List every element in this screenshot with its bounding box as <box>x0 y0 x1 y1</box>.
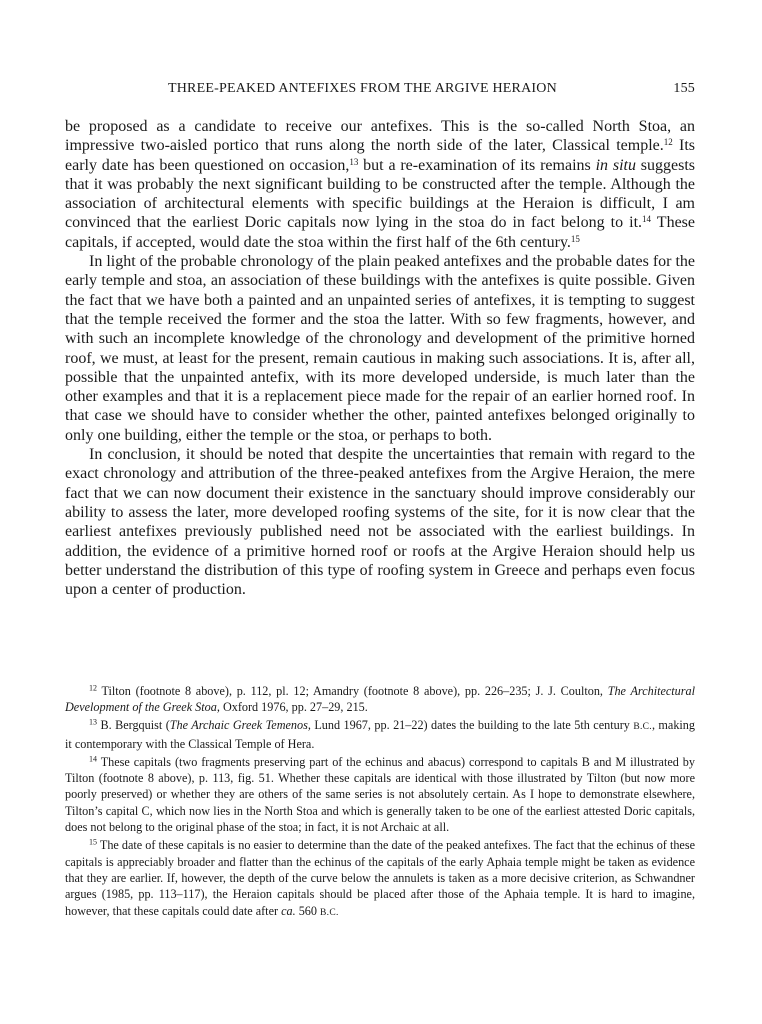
footnote-text: These capitals (two fragments preserving part of the echinus and abacus) correspond to capitals B and M illustrated by Tilton (footnote 8 above), p. 113, fig. 51. Whether these capitals are identical with those illustrated by Tilton (but now more poorly preserved) or whether they are others of the same series is not absolutely certain. As I hope to demonstrate elsewhere, Tilton’s capital C, which now lies in the North Stoa and which is generally taken to be one of the earliest attested Doric capitals, does not belong to the original phase of the stoa; in fact, it is not Archaic at all. <box>65 754 695 835</box>
paragraph-2: In light of the probable chronology of the plain peaked antefixes and the probable dates for the early temple and stoa, an association of these buildings with the antefixes is quite possible. Given the fact that we have both a painted and an unpainted series of antefixes, it is tempting to suggest that the temple received the former and the stoa the latter. With so few fragments, however, and with such an incomplete knowledge of the chronology and development of the primitive horned roof, we must, at least for the present, remain cautious in making such associations. It is, after all, possible that the unpainted antefix, with its more developed underside, is much later than the other examples and that it is a replacement piece made for the repair of an earlier horned roof. In that case we should have to consider whether the other, painted antefixes belonged originally to only one building, either the temple or the stoa, or perhaps to both. <box>65 253 696 444</box>
citation-title: The Architectural Development of the Greek Stoa, <box>65 684 695 715</box>
footnote-text: , making it contemporary with the Classical Temple of Hera. <box>65 718 695 751</box>
citation-title: The Archaic Greek Temenos, <box>169 718 311 733</box>
small-caps-era: B.C. <box>633 722 652 733</box>
small-caps-era: B.C. <box>320 907 339 918</box>
footnote-15 <box>65 837 695 921</box>
text-span: but a re-examination of its remains <box>358 156 596 174</box>
footnote-number: 14 <box>89 754 97 764</box>
footnote-text: Oxford 1976, pp. 27–29, 215. <box>219 700 368 715</box>
footnote-text: Tilton (footnote 8 above), p. 112, pl. 12; Amandry (footnote 8 above), pp. 226–235; J. J. Coulton, <box>97 684 608 698</box>
text-span: Its early date has been questioned on occasion, <box>65 137 696 174</box>
italic-phrase: in situ <box>595 156 636 174</box>
paragraph-1 <box>65 117 695 252</box>
footnote-text: 560 <box>295 903 321 918</box>
footnote-text: B. Bergquist ( <box>97 718 170 733</box>
footnote-ref-12[interactable]: 12 <box>663 137 673 148</box>
text-span: suggests that it was probably the next significant building to be constructed after the temple. Although the association of architectural elements with specific buildings at the Heraion is difficult, I am convinced that the earliest Doric capitals now lying in the stoa do in fact belong to it. <box>65 156 696 232</box>
footnote-ref-15[interactable]: 15 <box>570 233 580 244</box>
footnote-ref-14[interactable]: 14 <box>642 214 652 225</box>
footnote-12 <box>65 683 695 716</box>
text-span: These capitals, if accepted, would date the stoa within the first half of the 6th century. <box>65 214 696 251</box>
footnote-13 <box>65 717 695 752</box>
body-text <box>65 117 695 599</box>
text-span: be proposed as a candidate to receive our antefixes. This is the so-called North Stoa, an impressive two-aisled portico that runs along the north side of the later, Classical temple. <box>65 118 695 155</box>
footnote-text: Lund 1967, pp. 21–22) dates the building to the late 5th century <box>310 718 634 733</box>
footnote-number: 12 <box>89 683 97 693</box>
footnote-number: 13 <box>89 717 97 727</box>
footnote-number: 15 <box>89 837 97 847</box>
document-page <box>65 0 695 1024</box>
running-head <box>65 79 695 99</box>
paragraph-3: In conclusion, it should be noted that despite the uncertainties that remain with regard to the exact chronology and attribution of the three-peaked antefixes from the Argive Heraion, the mere fact that we can now document their existence in the sanctuary should improve considerably our ability to assess the later, more developed roofing systems of the site, for it is now clear that the earliest antefixes previously published need not be associated with the earliest buildings. In addition, the evidence of a primitive horned roof or roofs at the Argive Heraion should help us better understand the distribution of this type of roofing system in Greece and perhaps even focus upon a center of production. <box>65 446 695 599</box>
footnote-ref-13[interactable]: 13 <box>349 156 359 167</box>
footnotes <box>65 683 695 923</box>
footnote-14 <box>65 754 695 836</box>
running-title: THREE-PEAKED ANTEFIXES FROM THE ARGIVE HERAION <box>168 81 557 96</box>
page-number: 155 <box>673 81 695 96</box>
footnote-text: The date of these capitals is no easier to determine than the date of the peaked antefixes. The fact that the echinus of these capitals is appreciably broader and flatter than the echinus of the capitals of the early Aphaia temple might be taken as evidence that they are earlier. If, however, the depth of the curve below the annulets is taken as a more decisive criterion, as Schwandner argues (1985, pp. 113–117), the Heraion capitals should be placed after those of the Aphaia temple. It is hard to imagine, however, that these capitals could date after <box>65 838 695 918</box>
italic-abbrev: ca. <box>281 903 296 918</box>
